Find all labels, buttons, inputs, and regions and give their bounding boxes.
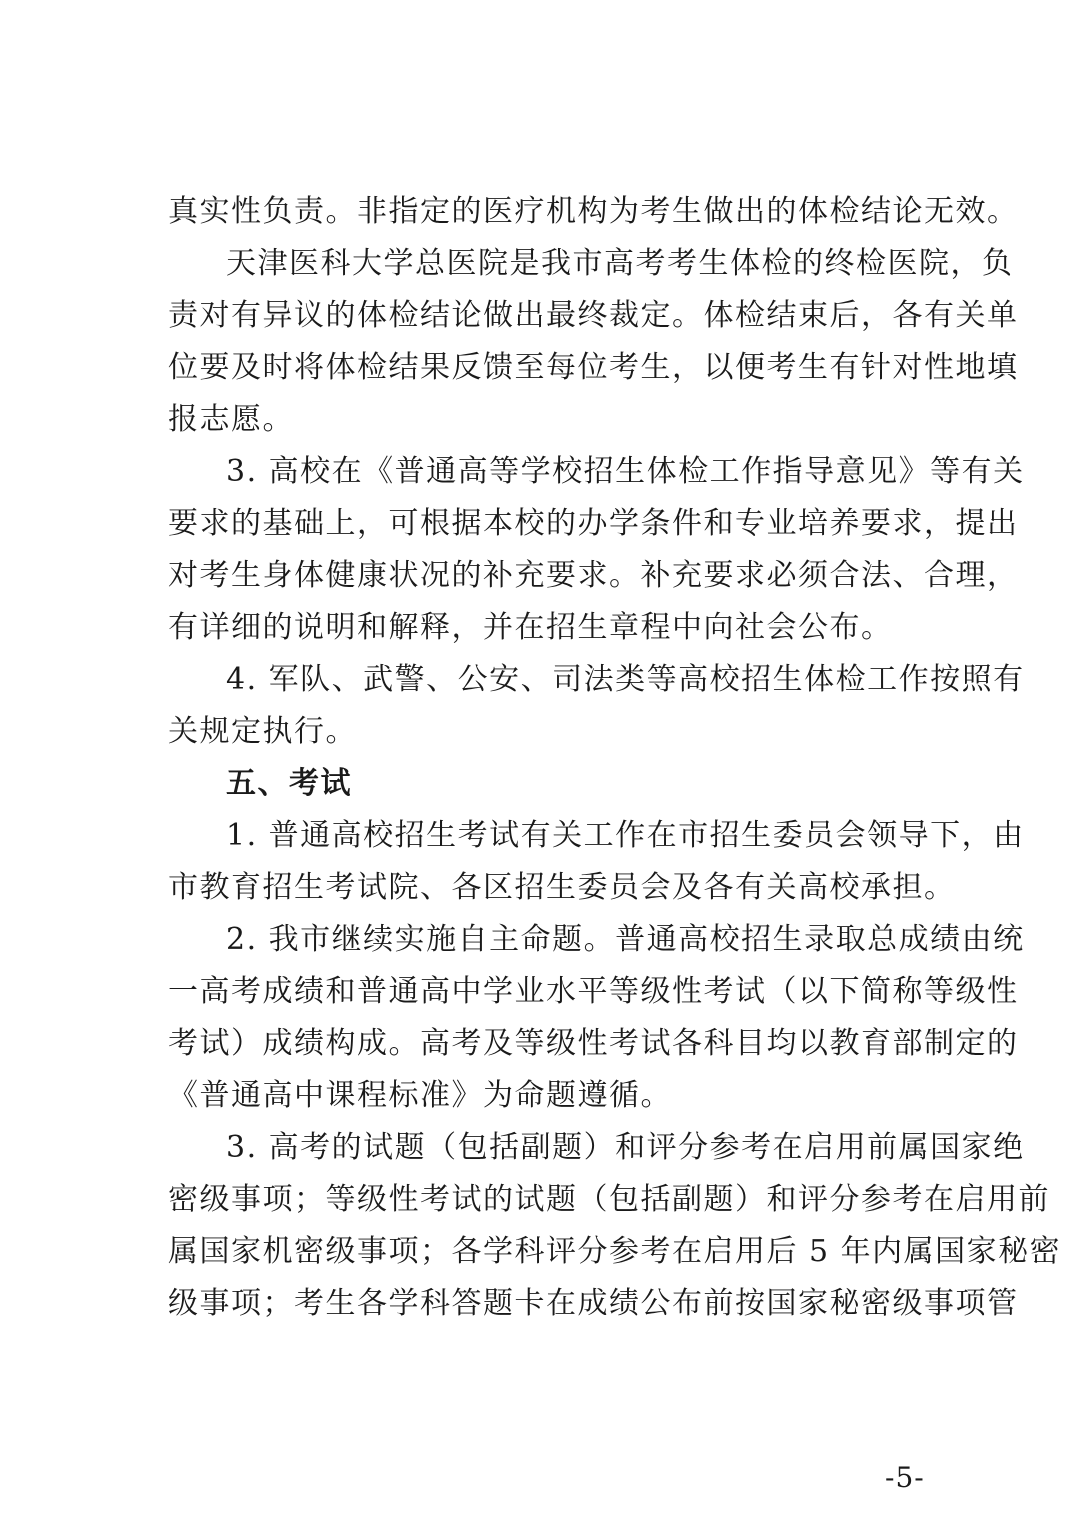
page-number: -5- <box>885 1461 925 1494</box>
text-line: 关规定执行。 <box>168 714 357 749</box>
text-line: 市教育招生考试院、各区招生委员会及各有关高校承担。 <box>168 870 956 905</box>
text-line: 《普通高中课程标准》为命题遵循。 <box>168 1078 672 1113</box>
text-line: 真实性负责。非指定的医疗机构为考生做出的体检结论无效。 <box>168 194 1019 229</box>
text-line: 考试）成绩构成。高考及等级性考试各科目均以教育部制定的 <box>168 1026 1019 1061</box>
paragraph-first-line: 天津医科大学总医院是我市高考考生体检的终检医院，负 <box>226 246 1014 281</box>
text-line: 级事项；考生各学科答题卡在成绩公布前按国家秘密级事项管 <box>168 1286 1019 1321</box>
paragraph-first-line: 1. 普通高校招生考试有关工作在市招生委员会领导下，由 <box>226 818 1025 853</box>
text-line: 要求的基础上，可根据本校的办学条件和专业培养要求，提出 <box>168 506 1019 541</box>
text-line: 位要及时将体检结果反馈至每位考生，以便考生有针对性地填 <box>168 350 1019 385</box>
text-line: 密级事项；等级性考试的试题（包括副题）和评分参考在启用前 <box>168 1182 1050 1217</box>
paragraph-first-line: 3. 高校在《普通高等学校招生体检工作指导意见》等有关 <box>226 454 1025 489</box>
text-line: 一高考成绩和普通高中学业水平等级性考试（以下简称等级性 <box>168 974 1019 1009</box>
paragraph-first-line: 4. 军队、武警、公安、司法类等高校招生体检工作按照有 <box>226 662 1025 697</box>
text-line: 对考生身体健康状况的补充要求。补充要求必须合法、合理， <box>168 558 1019 593</box>
text-line: 属国家机密级事项；各学科评分参考在启用后 5 年内属国家秘密 <box>168 1234 1062 1269</box>
text-line: 责对有异议的体检结论做出最终裁定。体检结束后，各有关单 <box>168 298 1019 333</box>
text-line: 有详细的说明和解释，并在招生章程中向社会公布。 <box>168 610 893 645</box>
text-line: 报志愿。 <box>168 402 294 437</box>
section-heading: 五、考试 <box>226 766 352 801</box>
paragraph-first-line: 2. 我市继续实施自主命题。普通高校招生录取总成绩由统 <box>226 922 1025 957</box>
paragraph-first-line: 3. 高考的试题（包括副题）和评分参考在启用前属国家绝 <box>226 1130 1025 1165</box>
document-body <box>168 186 1062 1330</box>
